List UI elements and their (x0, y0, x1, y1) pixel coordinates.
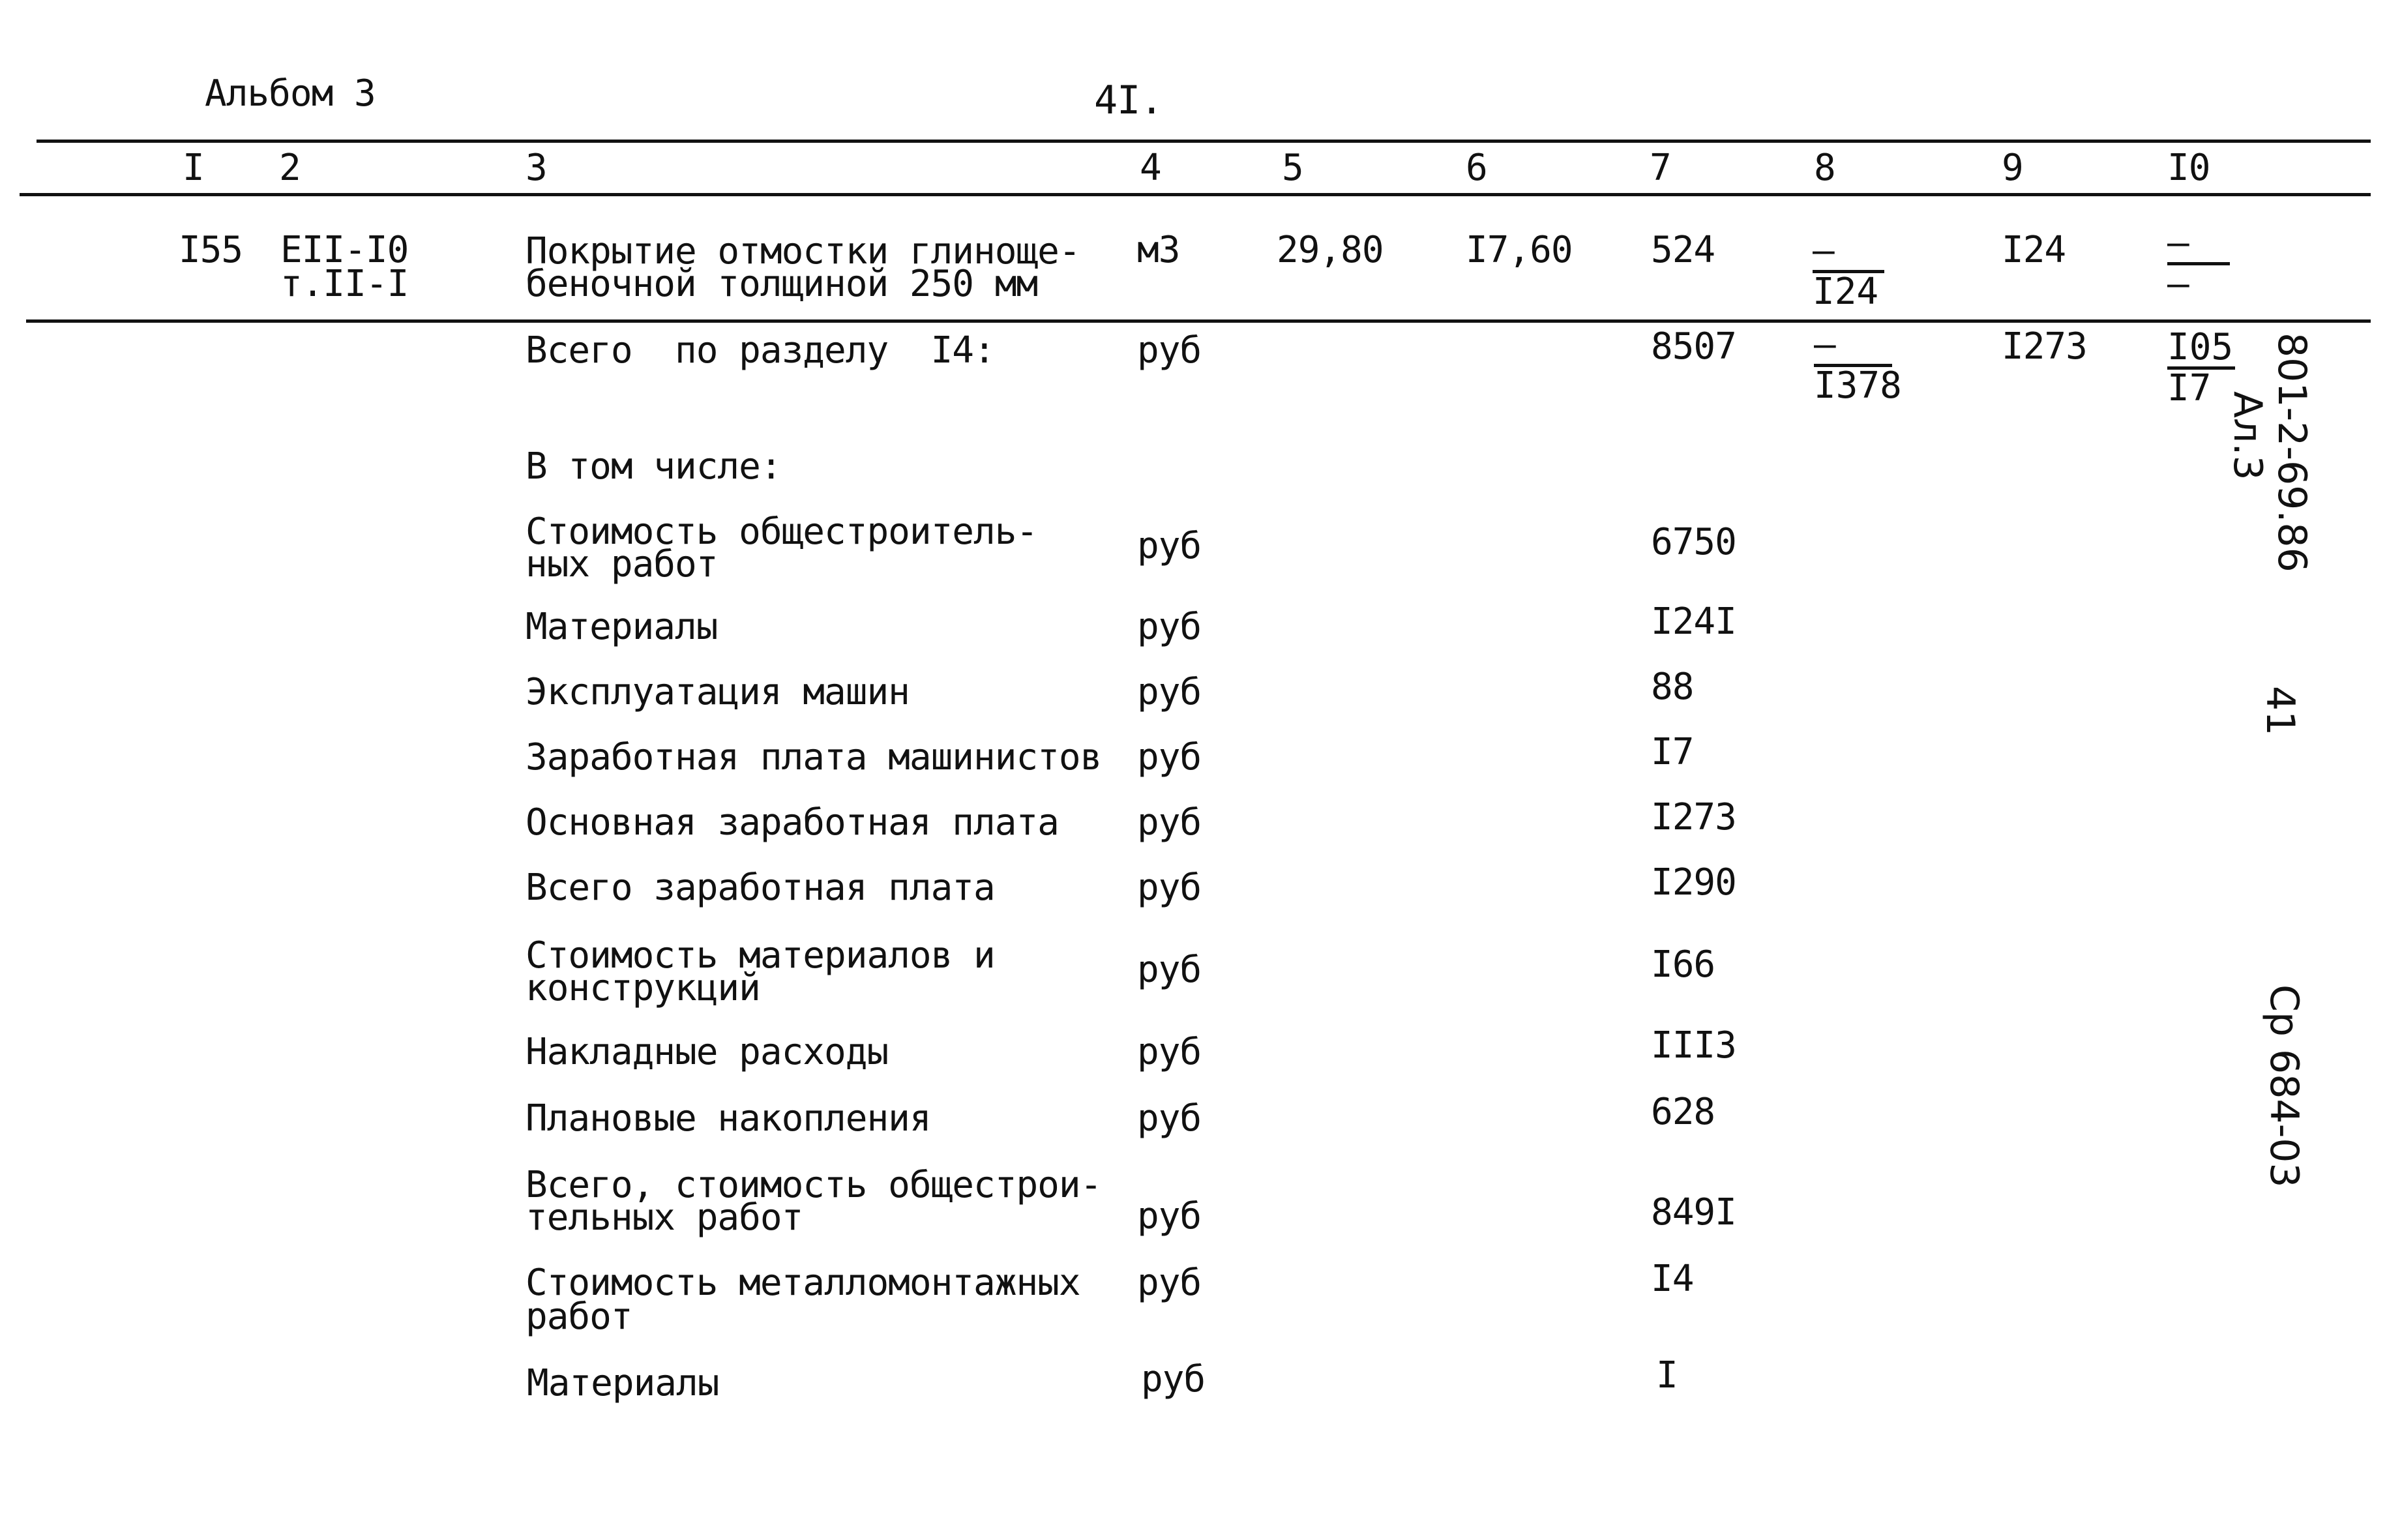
breakdown-row-9-line1: Плановые накопления (526, 1097, 931, 1140)
header-rule-bottom (20, 193, 2371, 196)
section-total-col9: I273 (2002, 325, 2087, 368)
section-total-unit: руб (1137, 329, 1202, 372)
page-stamp: 41 (2257, 686, 2303, 736)
doc-code-stamp: 801-2-69.86 (2269, 333, 2315, 572)
breakdown-row-5-line1: Основная заработная плата (526, 801, 1059, 844)
item-rule (26, 319, 2371, 323)
breakdown-row-10-value: 849I (1651, 1191, 1736, 1234)
item-col8-numerator: – (1813, 232, 1884, 273)
col-header-4: 4 (1140, 147, 1161, 189)
breakdown-row-6-unit: руб (1137, 866, 1202, 909)
breakdown-row-3-value: 88 (1651, 666, 1694, 708)
breakdown-row-12-unit: руб (1141, 1358, 1206, 1400)
breakdown-row-11-unit: руб (1137, 1262, 1202, 1304)
breakdown-row-8-value: III3 (1651, 1024, 1736, 1067)
header-rule-top (37, 140, 2371, 143)
breakdown-row-9-unit: руб (1137, 1097, 1202, 1140)
section-total-col7: 8507 (1651, 325, 1736, 368)
breakdown-row-7-unit: руб (1137, 949, 1202, 991)
breakdown-row-4-value: I7 (1651, 731, 1694, 773)
item-col5: 29,80 (1277, 229, 1384, 271)
breakdown-row-11-line2: работ (526, 1296, 632, 1338)
breakdown-row-2-value: I24I (1651, 600, 1736, 643)
breakdown-row-10-line2: тельных работ (526, 1196, 803, 1239)
item-code-line2: т.II-I (280, 263, 409, 305)
breakdown-row-10-line1: Всего, стоимость общестрои- (526, 1164, 1102, 1206)
breakdown-row-3-line1: Эксплуатация машин (526, 671, 910, 713)
reference-stamp: Ср 684-03 (2261, 985, 2307, 1188)
item-col10-denominator: – (2167, 263, 2189, 305)
breakdown-row-5-value: I273 (1651, 796, 1736, 838)
breakdown-row-7-line2: конструкций (526, 967, 760, 1009)
section-total-label: Всего по разделу I4: (526, 329, 995, 372)
breakdown-row-12-value: I (1656, 1354, 1678, 1397)
col-header-7: 7 (1650, 147, 1671, 189)
breakdown-row-1-line2: ных работ (526, 543, 718, 585)
breakdown-row-6-line1: Всего заработная плата (526, 866, 995, 909)
item-unit: м3 (1137, 229, 1180, 271)
section-total-col8-fraction (1814, 323, 1902, 407)
breakdown-row-3-unit: руб (1137, 671, 1202, 713)
breakdown-row-7-line1: Стоимость материалов и (526, 934, 995, 977)
item-col9: I24 (2002, 229, 2066, 271)
section-total-col8-denominator: I378 (1814, 364, 1902, 407)
item-col7: 524 (1651, 229, 1715, 271)
col-header-5: 5 (1282, 147, 1303, 189)
album-label: Альбом 3 (205, 72, 376, 115)
breakdown-row-5-unit: руб (1137, 801, 1202, 844)
col-header-2: 2 (279, 147, 301, 189)
breakdown-row-12-line1: Материалы (527, 1362, 719, 1404)
breakdown-row-8-unit: руб (1137, 1031, 1202, 1073)
item-col10-numerator: – (2167, 224, 2230, 265)
breakdown-row-1-value: 6750 (1651, 521, 1736, 563)
breakdown-row-9-value: 628 (1651, 1091, 1715, 1133)
col-header-1: I (183, 147, 204, 189)
item-col6: I7,60 (1466, 229, 1573, 271)
album-stamp: Ал.3 (2225, 391, 2270, 481)
col-header-10: I0 (2167, 147, 2210, 189)
breakdown-row-11-value: I4 (1651, 1258, 1694, 1300)
breakdown-row-11-line1: Стоимость металломонтажных (526, 1262, 1080, 1304)
section-total-col8-numerator: – (1814, 326, 1892, 367)
col-header-6: 6 (1466, 147, 1487, 189)
breakdown-row-1-unit: руб (1137, 525, 1202, 567)
breakdown-row-8-line1: Накладные расходы (526, 1031, 889, 1073)
col-header-3: 3 (526, 147, 547, 189)
page-number: 4I. (1094, 78, 1163, 123)
breakdown-row-2-line1: Материалы (526, 606, 718, 648)
breakdown-row-1-line1: Стоимость общестроитель- (526, 511, 1038, 553)
including-label: В том числе: (526, 445, 782, 488)
item-code-line1: EII-I0 (280, 229, 409, 271)
item-col8-denominator: I24 (1813, 271, 1879, 313)
breakdown-row-7-value: I66 (1651, 943, 1715, 986)
breakdown-row-2-unit: руб (1137, 606, 1202, 648)
col-header-8: 8 (1814, 147, 1835, 189)
section-total-col10-numerator: I05 (2167, 329, 2235, 370)
item-col10-fraction (2167, 224, 2230, 303)
item-name-line1: Покрытие отмостки глиноще- (526, 230, 1080, 273)
breakdown-row-6-value: I290 (1651, 861, 1736, 904)
breakdown-row-10-unit: руб (1137, 1195, 1202, 1237)
breakdown-row-4-line1: Заработная плата машинистов (526, 736, 1102, 778)
item-number: I55 (179, 229, 243, 271)
col-header-9: 9 (2002, 147, 2023, 189)
item-col8-fraction (1813, 232, 1884, 311)
item-name-line2: беночной толщиной 250 мм (526, 263, 1038, 305)
section-total-col10-denominator: I7 (2167, 367, 2212, 409)
breakdown-row-4-unit: руб (1137, 736, 1202, 778)
